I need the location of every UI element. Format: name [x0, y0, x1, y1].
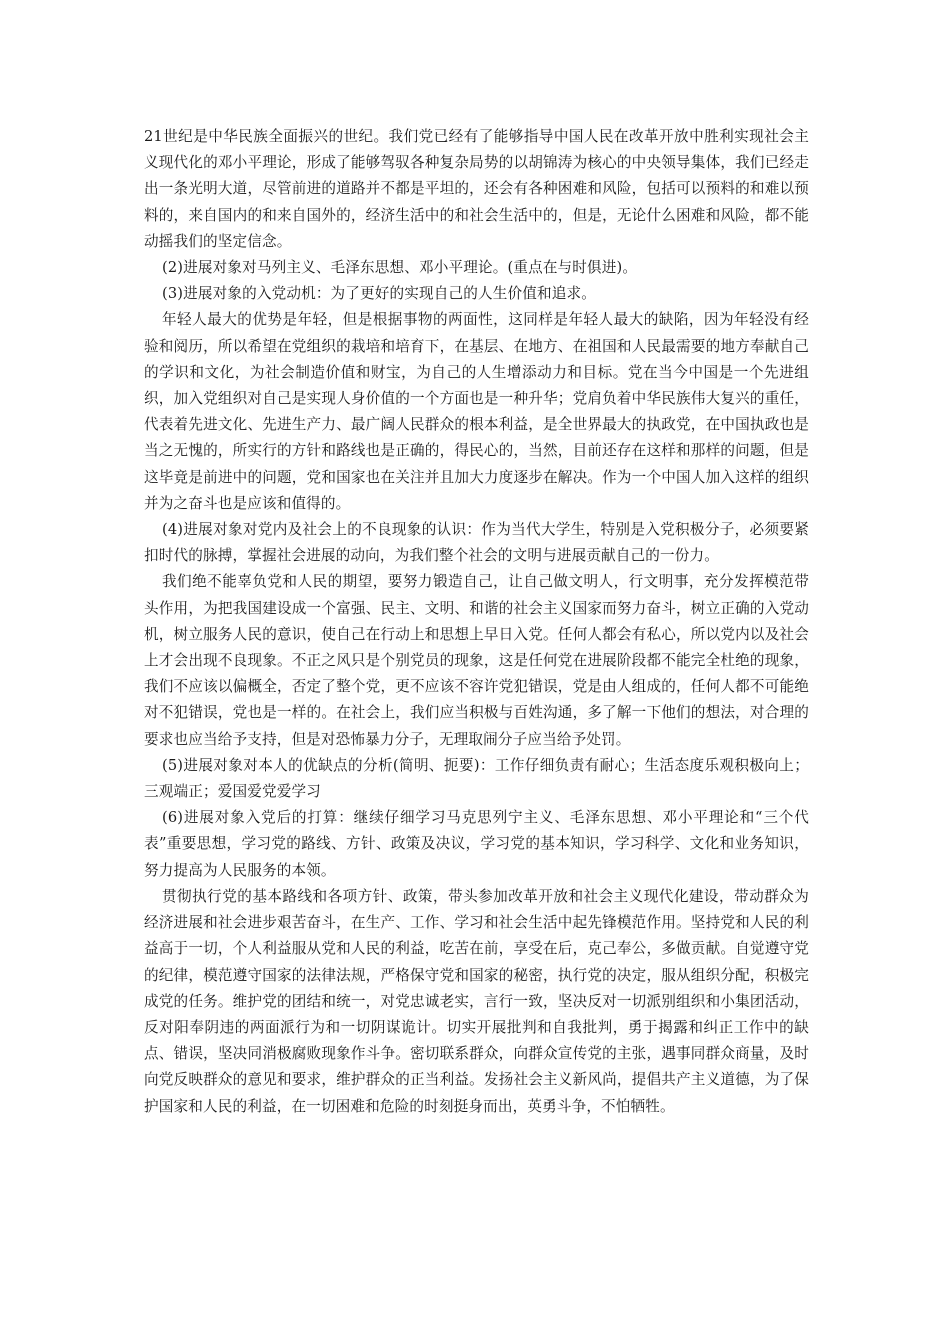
paragraph-item-6: (6)进展对象入党后的打算：继续仔细学习马克思列宁主义、毛泽东思想、邓小平理论和“三个代表”重要思想，学习党的路线、方针、政策及决议，学习党的基本知识，学习科学、文化和业务知识，努力提高为人民服务的本领。: [144, 809, 809, 879]
paragraph-item-3: (3)进展对象的入党动机：为了更好的实现自己的人生价值和追求。: [162, 285, 596, 303]
paragraph-item-4: (4)进展对象对党内及社会上的不良现象的认识：作为当代大学生，特别是入党积极分子，必须要紧扣时代的脉搏，掌握社会进展的动向，为我们整个社会的文明与进展贡献自己的一份力。: [144, 521, 809, 565]
paragraph-item-5: (5)进展对象对本人的优缺点的分析(简明、扼要)：工作仔细负责有耐心；生活态度乐观积极向上；三观端正；爱国爱党爱学习: [144, 756, 809, 801]
document-body: [144, 124, 809, 1120]
paragraph-item-2: (2)进展对象对马列主义、毛泽东思想、邓小平理论。(重点在与时俱进)。: [162, 259, 638, 277]
paragraph-expectation: 我们绝不能辜负党和人民的期望，要努力锻造自己，让自己做文明人，行文明事，充分发挥模范带头作用，为把我国建设成一个富强、民主、文明、和谐的社会主义国家而努力奋斗，树立正确的入党动机，树立服务人民的意识，使自己在行动上和思想上早日入党。任何人都会有私心，所以党内以及社会上才会出现不良现象。不正之风只是个别党员的现象，这是任何党在进展阶段都不能完全杜绝的现象，我们不应该以偏概全，否定了整个党，更不应该不容许党犯错误，党是由人组成的，任何人都不可能绝对不犯错误，党也是一样的。在社会上，我们应当积极与百姓沟通，多了解一下他们的想法，对合理的要求也应当给予支持，但是对恐怖暴力分子，无理取闹分子应当给予处罚。: [144, 573, 809, 748]
paragraph-duties: 贯彻执行党的基本路线和各项方针、政策，带头参加改革开放和社会主义现代化建设，带动群众为经济进展和社会进步艰苦奋斗，在生产、工作、学习和社会生活中起先锋模范作用。坚持党和人民的利益高于一切，个人利益服从党和人民的利益，吃苦在前，享受在后，克己奉公，多做贡献。自觉遵守党的纪律，模范遵守国家的法律法规，严格保守党和国家的秘密，执行党的决定，服从组织分配，积极完成党的任务。维护党的团结和统一，对党忠诚老实，言行一致，坚决反对一切派别组织和小集团活动，反对阳奉阴违的两面派行为和一切阴谋诡计。切实开展批判和自我批判，勇于揭露和纠正工作中的缺点、错误，坚决同消极腐败现象作斗争。密切联系群众，向群众宣传党的主张，遇事同群众商量，及时向党反映群众的意见和要求，维护群众的正当利益。发扬社会主义新风尚，提倡共产主义道德，为了保护国家和人民的利益，在一切困难和危险的时刻挺身而出，英勇斗争，不怕牺牲。: [144, 887, 809, 1115]
paragraph-youth: 年轻人最大的优势是年轻，但是根据事物的两面性，这同样是年轻人最大的缺陷，因为年轻没有经验和阅历，所以希望在党组织的栽培和培育下，在基层、在地方、在祖国和人民最需要的地方奉献自己的学识和文化，为社会制造价值和财宝，为自己的人生增添动力和目标。党在当今中国是一个先进组织，加入党组织对自己是实现人身价值的一个方面也是一种升华；党肩负着中华民族伟大复兴的重任，代表着先进文化、先进生产力、最广阔人民群众的根本利益，是全世界最大的执政党，在中国执政也是当之无愧的，所实行的方针和路线也是正确的，得民心的，当然，目前还存在这样和那样的问题，但是这毕竟是前进中的问题，党和国家也在关注并且加大力度逐步在解决。作为一个中国人加入这样的组织并为之奋斗也是应该和值得的。: [144, 311, 809, 512]
paragraph-intro: 21世纪是中华民族全面振兴的世纪。我们党已经有了能够指导中国人民在改革开放中胜利实现社会主义现代化的邓小平理论，形成了能够驾驭各种复杂局势的以胡锦涛为核心的中央领导集体，我们已经走出一条光明大道，尽管前进的道路并不都是平坦的，还会有各种困难和风险，包括可以预料的和难以预料的，来自国内的和来自国外的，经济生活中的和社会生活中的，但是，无论什么困难和风险，都不能动摇我们的坚定信念。: [144, 128, 809, 250]
